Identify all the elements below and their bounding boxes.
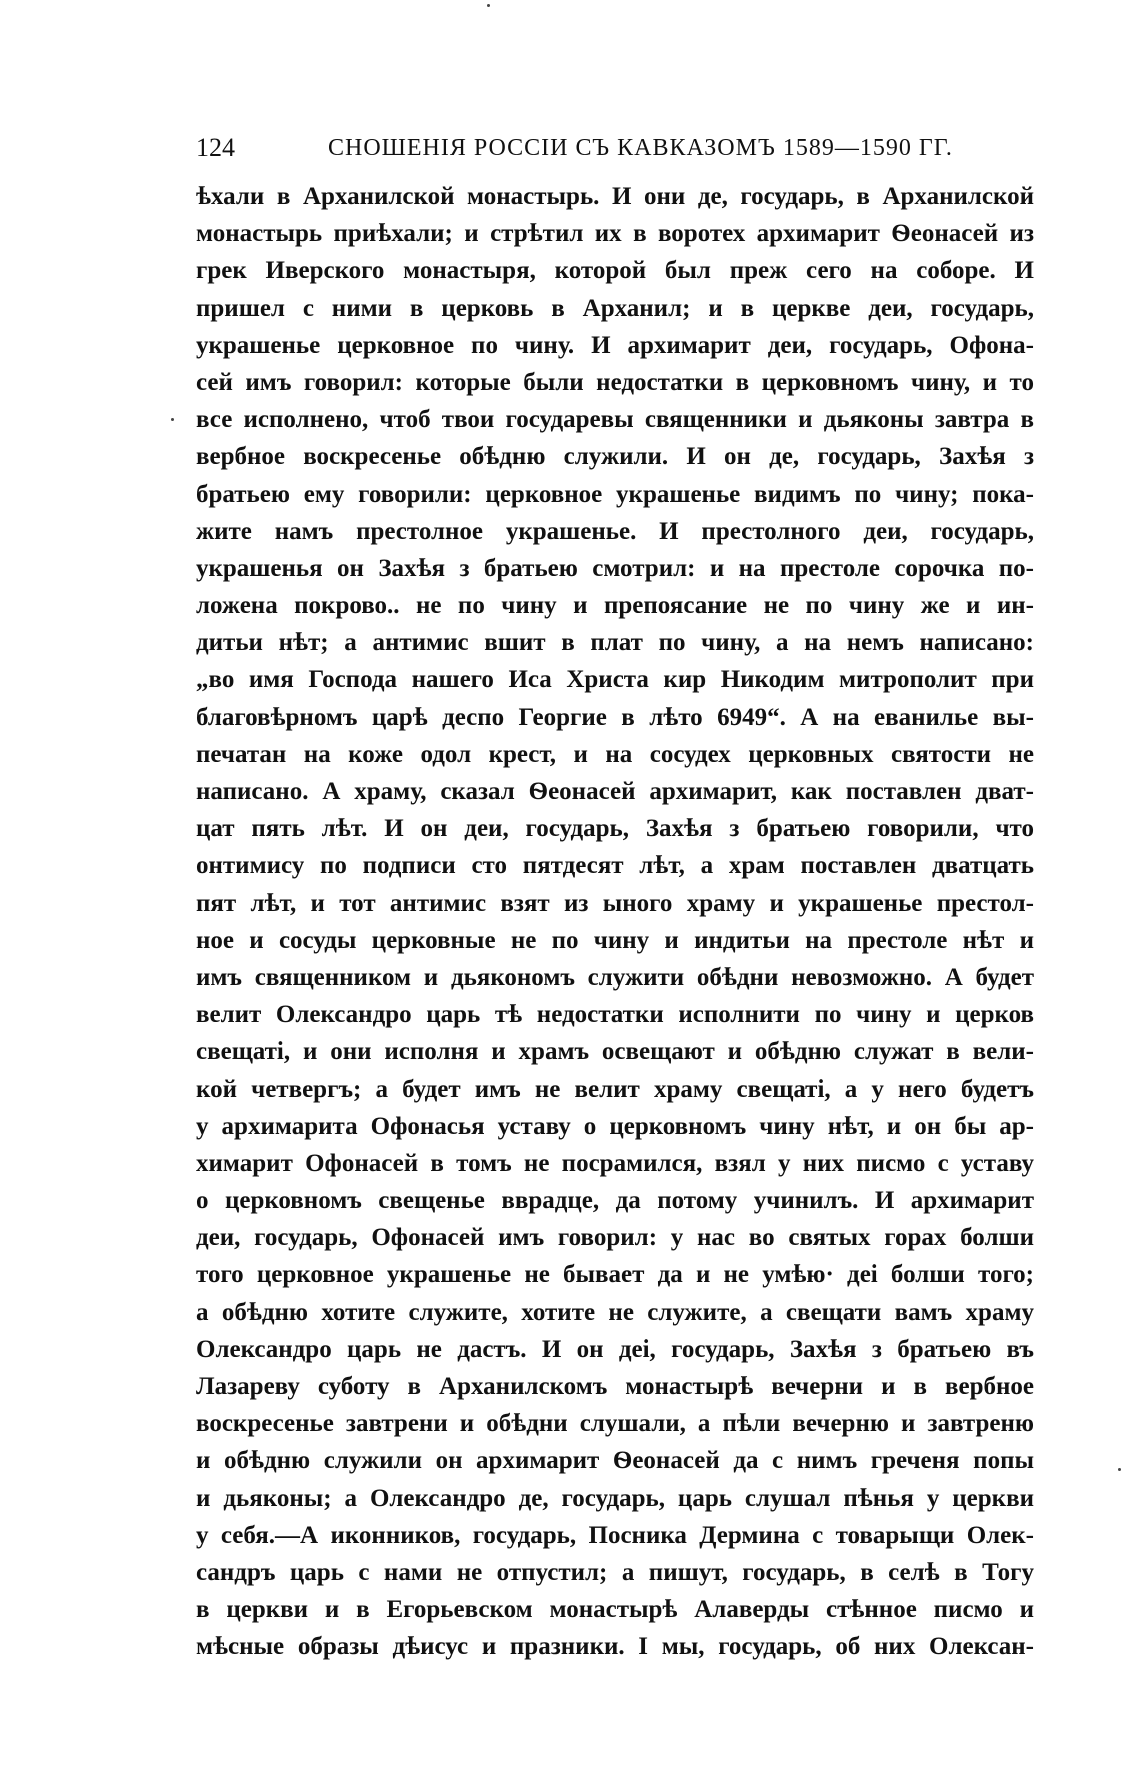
text-line: украшенье церковное по чину. И архимарит деи, государь, Офона-: [196, 331, 1034, 359]
text-line: онтимису по подписи сто пятдесят лѣт, а храм поставлен дватцать: [196, 852, 1034, 880]
text-line: имъ священником и дьякономъ служити обѣдни невозможно. А будет: [196, 963, 1034, 991]
scan-speck: [487, 4, 490, 7]
text-line: в церкви и в Егорьевском монастырѣ Алаверды стѣнное писмо и: [196, 1596, 1034, 1624]
text-line: велит Олександро царь тѣ недостатки исполнити по чину и церков: [196, 1001, 1034, 1029]
text-line: цат пять лѣт. И он деи, государь, Захѣя з братьею говорили, что: [196, 815, 1034, 843]
text-line: пришел с ними в церковь в Арханил; и в церкве деи, государь,: [196, 294, 1034, 322]
text-line: Лазареву суботу в Арханилскомъ монастырѣ вечерни и в вербное: [196, 1373, 1034, 1400]
text-line: мѣсные образы дѣисус и празники. І мы, государь, об них Олексан-: [196, 1633, 1034, 1661]
text-line: братьею ему говорили: церковное украшенье видимъ по чину; пока-: [196, 480, 1034, 508]
text-line: а обѣдню хотите служите, хотите не служите, а свещати вамъ храму: [196, 1298, 1034, 1326]
text-line: деи, государь, Офонасей имъ говорил: у нас во святых горах болши: [196, 1224, 1034, 1252]
text-line: о церковномъ свещенье вврадце, да потому учинилъ. И архимарит: [196, 1187, 1034, 1215]
scan-speck: [1118, 1468, 1121, 1471]
page-header: [196, 130, 1034, 166]
text-line: свещаті, и они исполня и храмъ освещают и обѣдню служат в вели-: [196, 1038, 1034, 1066]
text-line: написано. А храму, сказал Ѳеонасей архимарит, как поставлен дват-: [196, 778, 1034, 805]
text-line: Олександро царь не дастъ. И он деі, государь, Захѣя з братьею въ: [196, 1335, 1034, 1363]
text-line: жите намъ престолное украшенье. И престолного деи, государь,: [196, 517, 1034, 545]
text-line: воскресенье завтрени и обѣдни слушали, а пѣли вечерню и завтреню: [196, 1410, 1034, 1438]
running-head: СНОШЕНІЯ РОССІИ СЪ КАВКАЗОМЪ 1589—1590 ГГ.: [328, 135, 953, 161]
text-line: ложена покрово.. не по чину и препоясание не по чину же и ин-: [196, 592, 1034, 620]
text-line: ѣхали в Арханилской монастырь. И они де, государь, в Арханилской: [196, 183, 1034, 210]
text-line: вербное воскресенье обѣдню служили. И он де, государь, Захѣя з: [196, 443, 1034, 471]
text-line: того церковное украшенье не бывает да и не умѣю· деі болши того;: [196, 1261, 1034, 1289]
body-text: [196, 178, 1034, 1666]
text-line: сей имъ говорил: которые были недостатки в церковномъ чину, и то: [196, 368, 1034, 396]
text-line: у архимарита Офонасья уставу о церковномъ чину нѣт, и он бы ар-: [196, 1112, 1034, 1140]
text-line: сандръ царь с нами не отпустил; а пишут, государь, в селѣ в Тогу: [196, 1558, 1034, 1586]
text-line: дитьи нѣт; а антимис вшит в плат по чину, а на немъ написано:: [196, 629, 1034, 657]
text-line: украшенья он Захѣя з братьею смотрил: и на престоле сорочка по-: [196, 554, 1034, 582]
page-number: 124: [196, 133, 235, 162]
text-line: кой четвергъ; а будет имъ не велит храму свещаті, а у него будетъ: [196, 1075, 1034, 1103]
text-line: все исполнено, чтоб твои государевы священники и дьяконы завтра в: [196, 406, 1034, 434]
scan-speck: [171, 418, 174, 421]
text-line: и обѣдню служили он архимарит Ѳеонасей да с нимъ греченя попы: [196, 1447, 1034, 1475]
text-line: благовѣрномъ царѣ деспо Георгие в лѣто 6949“. А на еванилье вы-: [196, 703, 1034, 731]
text-line: печатан на коже одол крест, и на сосудех церковных святости не: [196, 740, 1034, 768]
text-line: грек Иверского монастыря, которой был преж сего на соборе. И: [196, 257, 1034, 285]
text-line: и дьяконы; а Олександро де, государь, царь слушал пѣнья у церкви: [196, 1484, 1034, 1512]
text-line: „во имя Господа нашего Иса Христа кир Никодим митрополит при: [196, 666, 1034, 694]
text-line: монастырь приѣхали; и стрѣтил их в воротех архимарит Ѳеонасей из: [196, 220, 1034, 248]
text-line: химарит Офонасей в томъ не посрамился, взял у них писмо с уставу: [196, 1149, 1034, 1177]
text-line: пят лѣт, и тот антимис взят из ыного храму и украшенье престол-: [196, 889, 1034, 917]
text-line: ное и сосуды церковные не по чину и индитьи на престоле нѣт и: [196, 926, 1034, 954]
text-line: у себя.—А иконников, государь, Посника Дермина с товарыщи Олек-: [196, 1521, 1034, 1549]
